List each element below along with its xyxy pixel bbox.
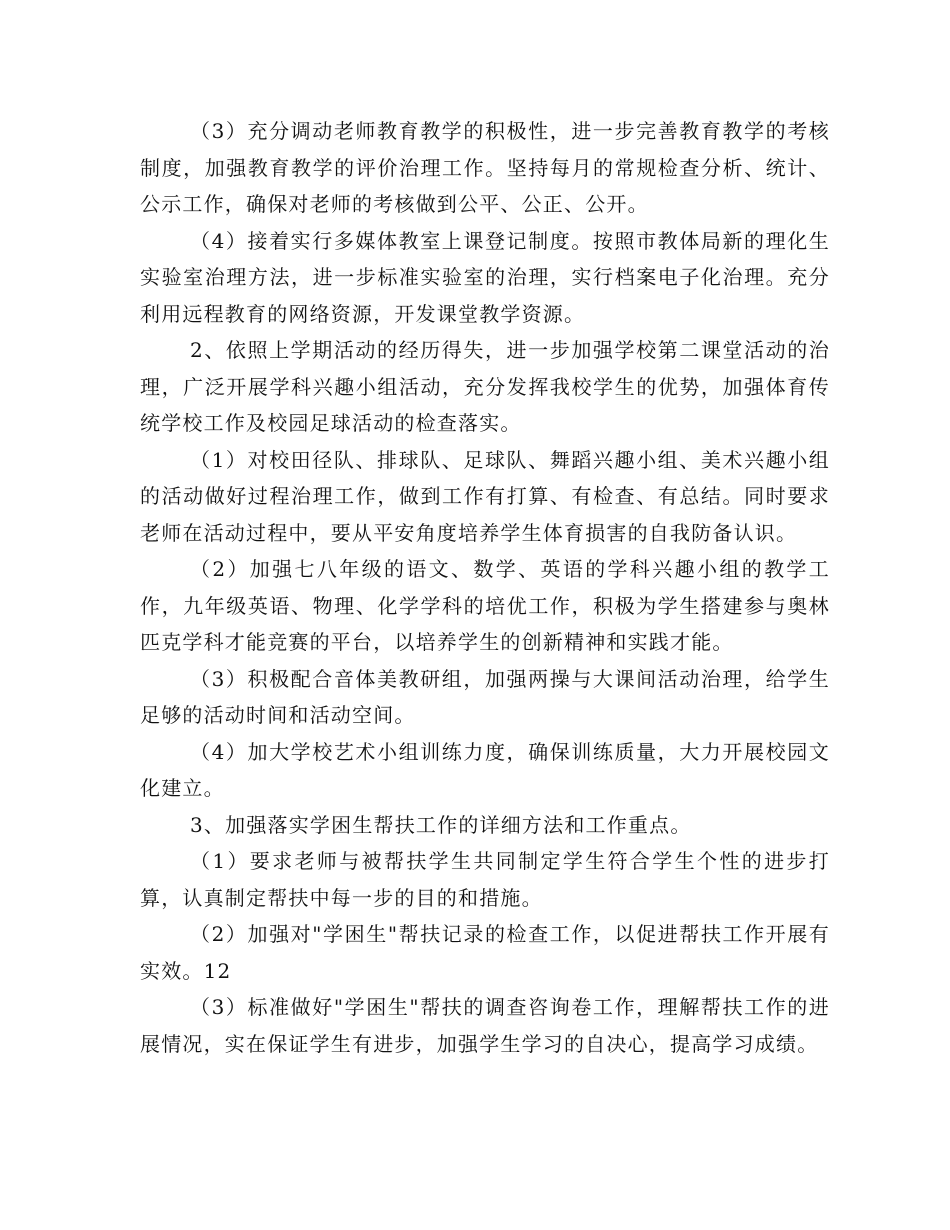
paragraph-teacher-evaluation: （3）充分调动老师教育教学的积极性，进一步完善教育教学的考核制度，加强教育教学的评价治理工作。坚持每月的常规检查分析、统计、公示工作，确保对老师的考核做到公平、公正、公开。 xyxy=(140,119,830,216)
paragraph-exercise-activities: （3）积极配合音体美教研组，加强两操与大课间活动治理，给学生足够的活动时间和活动空间。 xyxy=(140,666,830,727)
paragraph-second-classroom: 2、依照上学期活动的经历得失，进一步加强学校第二课堂活动的治理，广泛开展学科兴趣小组活动，充分发挥我校学生的优势，加强体育传统学校工作及校园足球活动的检查落实。 xyxy=(140,338,830,435)
document-body xyxy=(140,113,830,1062)
paragraph-progress-plan: （1）要求老师与被帮扶学生共同制定学生符合学生个性的进步打算，认真制定帮扶中每一步的目的和措施。 xyxy=(140,849,830,910)
paragraph-struggling-students-heading: 3、加强落实学困生帮扶工作的详细方法和工作重点。 xyxy=(190,812,692,837)
paragraph-assistance-records: （2）加强对"学困生"帮扶记录的检查工作，以促进帮扶工作开展有实效。12 xyxy=(140,922,830,983)
paragraph-survey-work: （3）标准做好"学困生"帮扶的调查咨询卷工作，理解帮扶工作的进展情况，实在保证学生有进步，加强学生学习的自决心，提高学习成绩。 xyxy=(140,995,830,1056)
paragraph-sports-teams: （1）对校田径队、排球队、足球队、舞蹈兴趣小组、美术兴趣小组的活动做好过程治理工作，做到工作有打算、有检查、有总结。同时要求老师在活动过程中，要从平安角度培养学生体育损害的自我防备认识。 xyxy=(140,447,830,545)
paragraph-interest-groups: （2）加强七八年级的语文、数学、英语的学科兴趣小组的教学工作，九年级英语、物理、化学学科的培优工作，积极为学生搭建参与奥林匹克学科才能竞赛的平台，以培养学生的创新精神和实践才能。 xyxy=(140,557,830,654)
paragraph-art-groups: （4）加大学校艺术小组训练力度，确保训练质量，大力开展校园文化建立。 xyxy=(140,739,830,800)
paragraph-multimedia-lab: （4）接着实行多媒体教室上课登记制度。按照市教体局新的理化生实验室治理方法，进一步标准实验室的治理，实行档案电子化治理。充分利用远程教育的网络资源，开发课堂教学资源。 xyxy=(140,228,830,326)
